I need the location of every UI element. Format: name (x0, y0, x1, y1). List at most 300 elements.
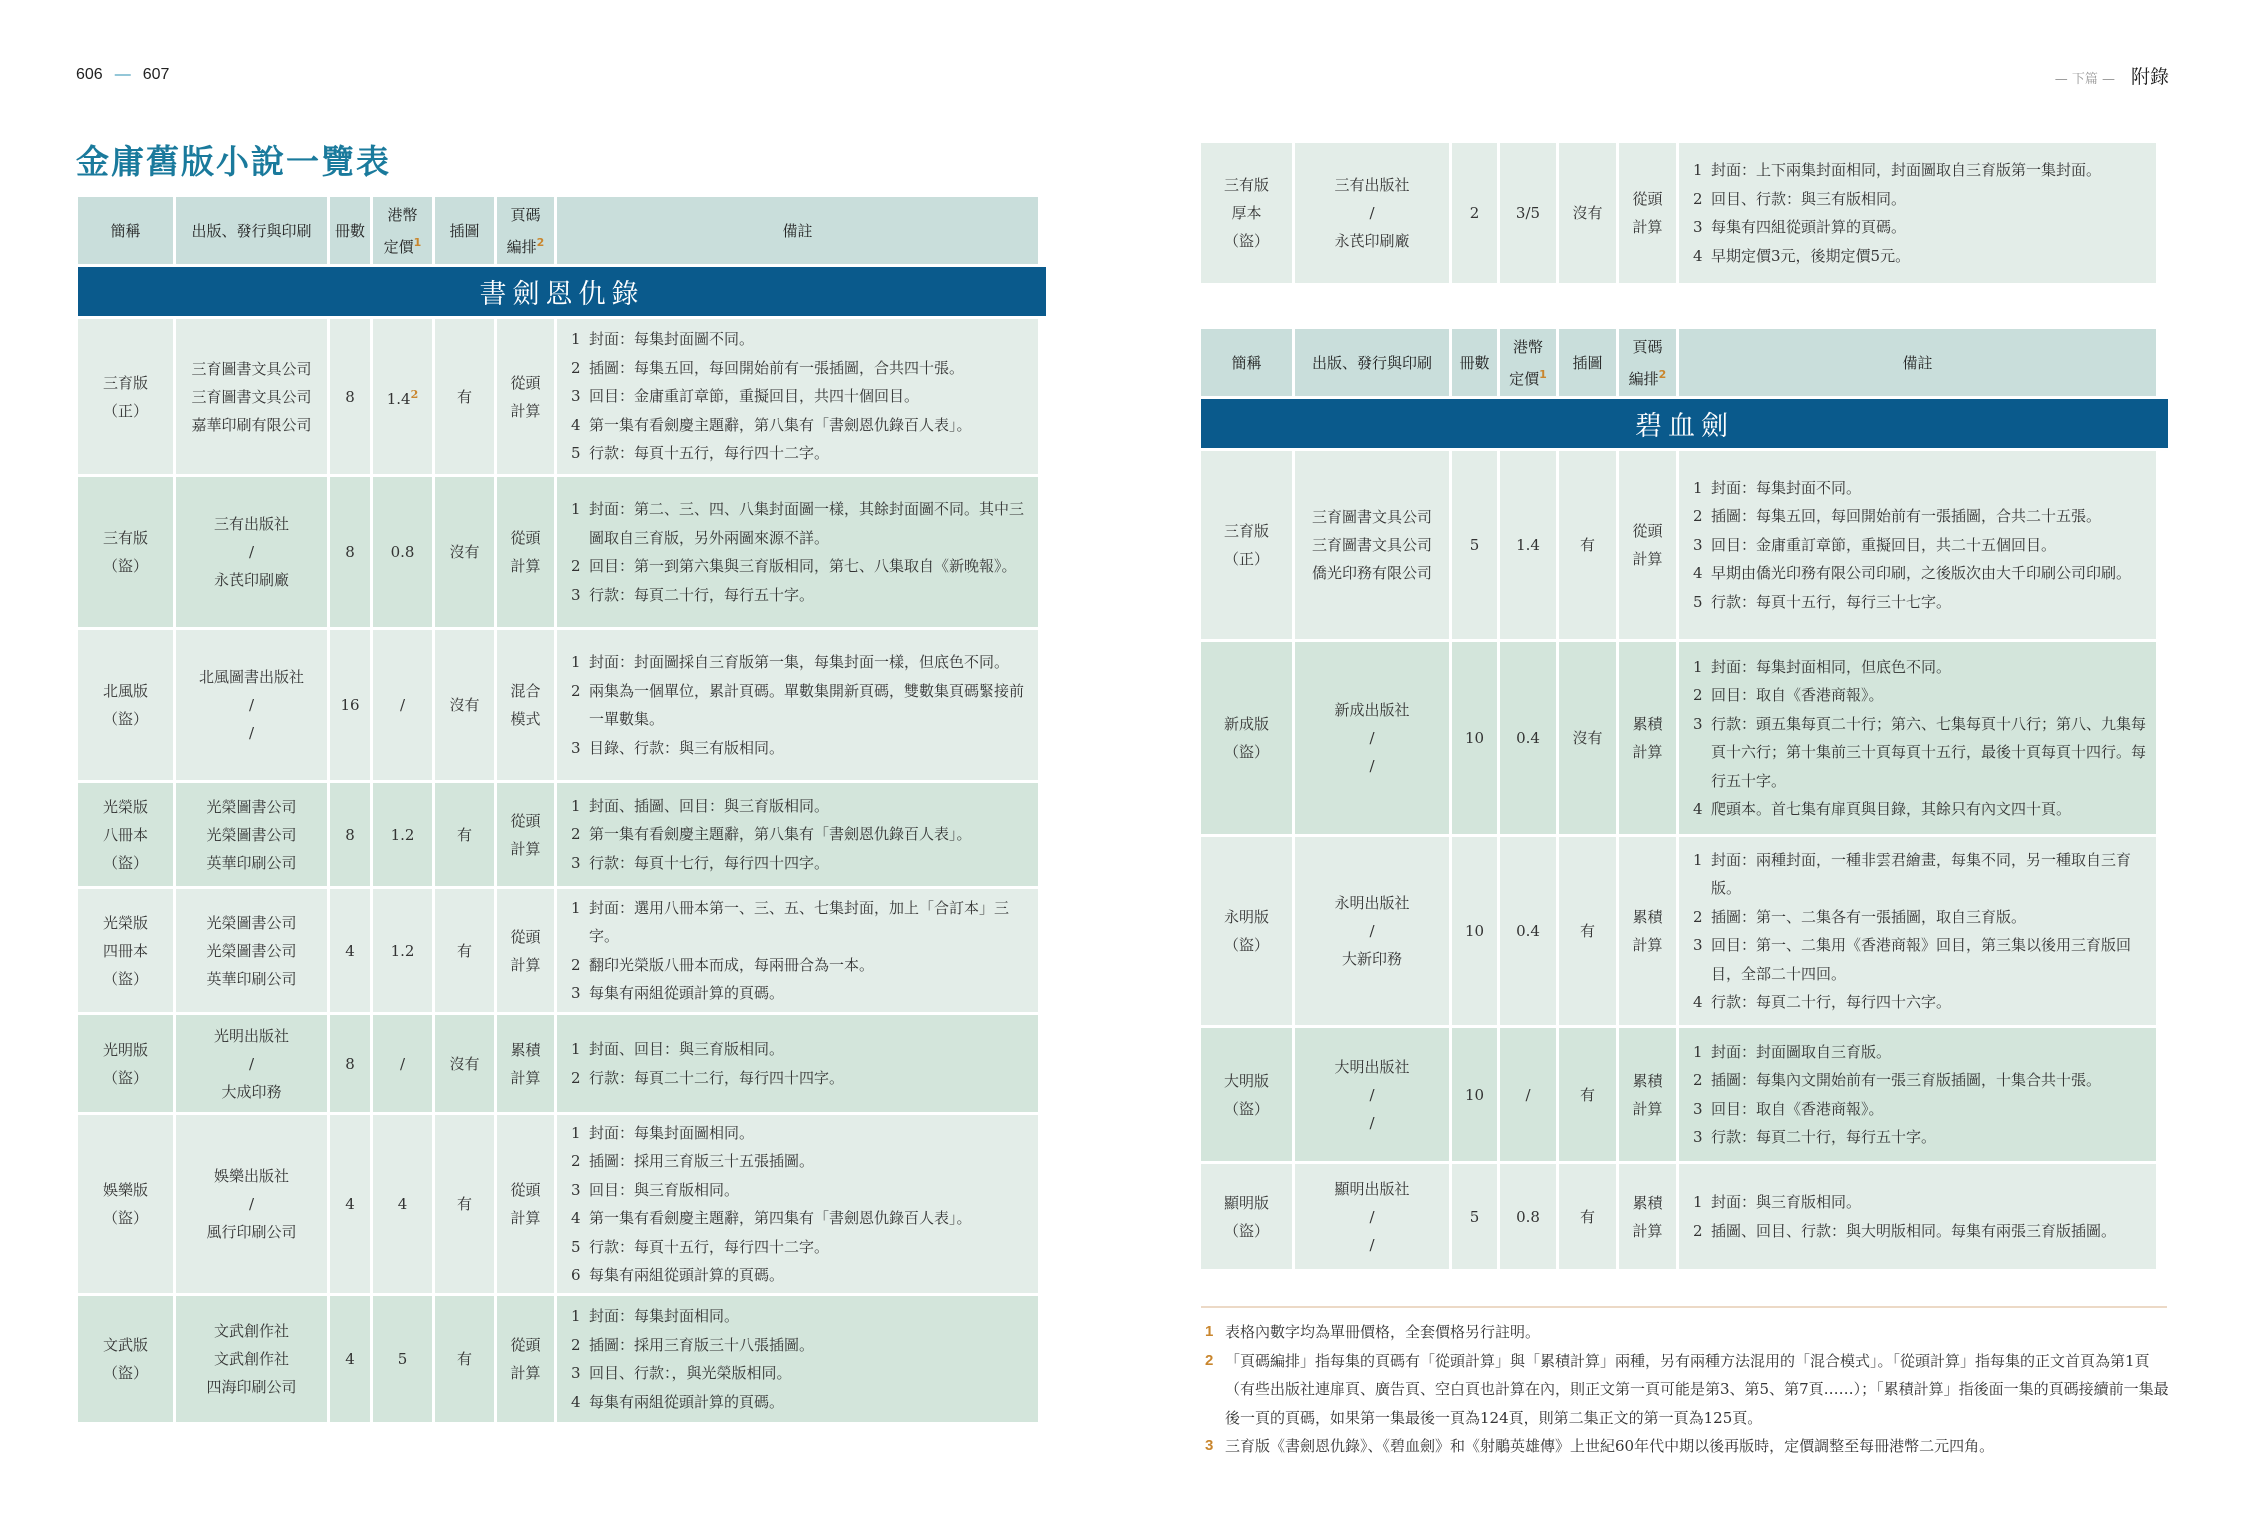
abbr-line: 光榮版 (102, 913, 148, 932)
note-text: 行款：每頁十五行，每行四十二字。 (589, 1237, 830, 1256)
note-number: 6 (571, 1266, 581, 1284)
table-row (1201, 451, 2168, 639)
paging-line: 計算 (1632, 936, 1663, 954)
cell-paging (497, 889, 554, 1012)
left-page-number: 606 (76, 66, 103, 83)
abbr-line: 永明版 (1223, 908, 1269, 926)
header-paging (1619, 329, 1676, 396)
note-text: 回目：取自《香港商報》。 (1711, 686, 1884, 704)
volumes-value: 4 (345, 941, 355, 960)
note-item (571, 411, 972, 440)
paging-line: 累積 (1632, 908, 1663, 926)
header-price-line2 (1509, 361, 1547, 393)
publisher-stack (191, 355, 311, 439)
header-price-text: 定價 (1509, 369, 1540, 388)
note-item (571, 1147, 972, 1176)
paging-line: 計算 (1632, 743, 1663, 761)
cell-paging (497, 1115, 554, 1293)
cell-publisher (176, 1296, 327, 1422)
price-wrap (1516, 199, 1540, 227)
volumes-value: 10 (1464, 729, 1485, 747)
note-number: 2 (571, 1068, 581, 1087)
note-text: 插圖：採用三育版三十五張插圖。 (589, 1152, 815, 1170)
cell-paging (497, 630, 554, 780)
abbr-line: （盜） (1223, 936, 1269, 954)
footnote-ref-2: 2 (1658, 367, 1667, 381)
price-value: 1.4 (1516, 536, 1540, 554)
note-item (571, 849, 972, 878)
note-item (571, 1302, 814, 1331)
abbr-stack (1224, 171, 1269, 255)
note-number: 1 (571, 1123, 581, 1142)
note-text: 封面：上下兩集封面相同，封面圖取自三育版第一集封面。 (1711, 161, 2102, 179)
note-text: 行款：每頁二十行，每行五十字。 (1711, 1128, 1937, 1146)
cell-paging (497, 1015, 554, 1112)
note-number: 1 (1693, 850, 1703, 869)
paging-stack (1632, 517, 1662, 573)
publisher-line: / (1369, 204, 1375, 222)
note-text: 早期由僑光印務有限公司印刷，之後版次由大千印刷公司印刷。 (1711, 564, 2132, 583)
note-item (1693, 185, 2101, 214)
publisher-line: 光榮圖書公司 (206, 913, 297, 932)
paging-line: 計算 (1632, 1099, 1663, 1118)
note-text: 回目、行款：與三有版相同。 (1711, 189, 1907, 208)
abbr-line: （盜） (1223, 1099, 1269, 1118)
cell-publisher (176, 1015, 327, 1112)
abbr-line: 娛樂版 (102, 1181, 148, 1199)
cell-notes (1679, 1028, 2156, 1161)
abbr-line: 三有版 (1223, 176, 1269, 194)
note-item (571, 979, 1028, 1008)
cell-notes (1679, 1164, 2156, 1269)
cell-paging (497, 783, 554, 886)
abbr-line: 北風版 (102, 682, 148, 700)
note-item (1693, 156, 2101, 185)
cell-notes (557, 477, 1038, 627)
cell-volumes (330, 1296, 370, 1422)
publisher-line: 三育圖書文具公司 (191, 359, 312, 378)
table-row (78, 319, 1046, 474)
cell-price (373, 1015, 432, 1112)
publisher-line: 光明出版社 (213, 1026, 289, 1045)
footnote-text: 三育版《書劍恩仇錄》、《碧血劍》和《射鵰英雄傳》上世紀60年代中期以後再版時，定價調整至每冊港幣二元四角。 (1225, 1437, 1995, 1455)
abbr-line: 三育版 (1223, 522, 1269, 540)
paging-line: 模式 (510, 710, 541, 728)
note-item (571, 1176, 972, 1205)
abbr-line: 厚本 (1231, 204, 1262, 222)
cell-abbr (1201, 451, 1292, 639)
note-number: 3 (571, 585, 581, 604)
publisher-line: / (248, 696, 255, 714)
publisher-line: / (1369, 729, 1375, 747)
abbr-line: 文武版 (102, 1336, 148, 1354)
note-item (1693, 1188, 2116, 1217)
note-number: 3 (1693, 1128, 1703, 1146)
publisher-line: 三育圖書文具公司 (1311, 536, 1432, 554)
note-item (571, 648, 1028, 677)
note-number: 1 (571, 898, 581, 917)
book-table-right (1201, 329, 2168, 1269)
paging-stack (1632, 1189, 1662, 1245)
cell-illus (1559, 451, 1616, 639)
cell-abbr (1201, 143, 1292, 283)
publisher-line: 大明出版社 (1334, 1057, 1410, 1076)
cell-volumes (330, 1115, 370, 1293)
footnote (1205, 1347, 2175, 1433)
price-wrap (1525, 1081, 1530, 1109)
paging-stack (510, 677, 540, 733)
abbr-stack (1224, 1067, 1269, 1123)
illus-value: 有 (1579, 1085, 1595, 1104)
note-text: 第一集有看劍慶主題辭，第八集有「書劍恩仇錄百人表」。 (589, 415, 972, 434)
note-item (571, 1119, 972, 1148)
section-label: 附錄 (2130, 66, 2169, 88)
cell-publisher (176, 477, 327, 627)
publisher-stack (1334, 889, 1409, 973)
note-number: 2 (571, 681, 581, 700)
cell-paging (1619, 143, 1676, 283)
cell-paging (497, 477, 554, 627)
illus-value: 沒有 (449, 696, 480, 714)
price-value: 0.8 (1516, 1207, 1540, 1226)
cell-abbr (1201, 642, 1292, 834)
abbr-line: 四冊本 (102, 941, 148, 960)
header-notes-label: 備註 (782, 221, 813, 240)
abbr-line: 新成版 (1223, 715, 1269, 733)
note-item (1693, 213, 2101, 242)
abbr-line: （盜） (102, 853, 148, 872)
header-volumes (1452, 329, 1497, 396)
paging-line: 計算 (510, 1068, 541, 1087)
table-header-row (1201, 329, 2168, 396)
note-number: 3 (1693, 714, 1703, 733)
abbr-line: （盜） (1223, 743, 1269, 761)
note-text: 回目：第一、二集用《香港商報》回目，第三集以後用三育版回目，全部二十四回。 (1711, 936, 2132, 983)
abbr-stack (103, 1331, 148, 1387)
notes-list (571, 1302, 814, 1416)
price-value: / (399, 696, 406, 714)
note-number: 3 (571, 1180, 581, 1199)
abbr-line: 八冊本 (102, 825, 148, 844)
publisher-line: 北風圖書出版社 (198, 668, 304, 686)
cell-abbr (78, 889, 173, 1012)
note-text: 早期定價3元，後期定價5元。 (1711, 246, 1911, 265)
notes-list (571, 1035, 844, 1092)
cell-notes (1679, 143, 2156, 283)
paging-stack (510, 1176, 540, 1232)
publisher-line: 僑光印務有限公司 (1311, 564, 1432, 582)
publisher-line: 四海印刷公司 (206, 1378, 297, 1396)
cell-price (373, 630, 432, 780)
note-text: 封面、回目：與三育版相同。 (589, 1040, 785, 1058)
abbr-stack (103, 677, 148, 733)
paging-stack (510, 524, 540, 580)
page-numbers (76, 66, 169, 84)
note-text: 封面：封面圖取自三育版。 (1711, 1042, 1892, 1061)
cell-illus (1559, 837, 1616, 1025)
header-paging-line1: 頁碼 (1632, 337, 1663, 356)
note-item (571, 792, 972, 821)
note-number: 1 (571, 330, 581, 349)
table-row (1201, 837, 2168, 1025)
note-item (571, 734, 1028, 763)
illus-value: 有 (1579, 922, 1595, 940)
publisher-line: 永芪印刷廠 (213, 571, 289, 589)
abbr-stack (103, 1036, 148, 1092)
running-header (2055, 62, 2169, 89)
volumes-value: 8 (345, 825, 355, 844)
publisher-line: 風行印刷公司 (206, 1223, 297, 1241)
price-value: 5 (397, 1350, 408, 1368)
paging-line: 從頭 (510, 529, 541, 547)
illus-value: 有 (1579, 536, 1595, 554)
cell-paging (497, 1296, 554, 1422)
volumes-value: 8 (345, 1054, 355, 1073)
note-text: 每集有四組從頭計算的頁碼。 (1711, 218, 1907, 236)
note-number: 2 (1693, 189, 1703, 208)
header-publisher (176, 197, 327, 264)
footnote-ref-3: 2 (410, 387, 419, 401)
footnote-ref-2: 2 (536, 235, 545, 249)
cell-volumes (1452, 143, 1497, 283)
price-wrap (391, 937, 415, 965)
note-item (1693, 1217, 2116, 1246)
header-price-stack (1509, 333, 1547, 393)
note-item (571, 951, 1028, 980)
footnote-key: 2 (1205, 1351, 1214, 1369)
publisher-stack (1334, 1175, 1409, 1259)
header-illus-label: 插圖 (449, 221, 480, 240)
note-number: 5 (571, 1237, 581, 1256)
publisher-line: / (1369, 922, 1375, 940)
volumes-value: 4 (345, 1195, 355, 1213)
publisher-line: / (248, 724, 255, 742)
volumes-value: 2 (1469, 204, 1480, 222)
header-price-text: 定價 (383, 237, 414, 256)
note-text: 封面、插圖、回目：與三育版相同。 (589, 796, 830, 815)
note-number: 1 (571, 1040, 581, 1058)
note-number: 1 (1693, 478, 1703, 497)
note-text: 行款：頭五集每頁二十行；第六、七集每頁十八行；第八、九集每頁十六行；第十集前三十頁每頁十五行，最後十頁每頁十四行。每行五十字。 (1711, 714, 2147, 790)
book-table-right-continuation (1201, 143, 2168, 283)
volumes-value: 10 (1464, 922, 1485, 940)
cell-abbr (78, 1015, 173, 1112)
cell-volumes (330, 477, 370, 627)
note-item (571, 677, 1028, 734)
note-number: 4 (1693, 246, 1703, 265)
table-row (1201, 642, 2168, 834)
cell-paging (1619, 837, 1676, 1025)
notes-list (1693, 1188, 2116, 1245)
publisher-line: / (248, 1054, 255, 1073)
note-text: 封面：選用八冊本第一、三、五、七集封面，加上「合訂本」三字。 (589, 898, 1010, 945)
publisher-line: / (1369, 1207, 1375, 1226)
abbr-line: 大明版 (1223, 1071, 1269, 1090)
note-text: 回目：取自《香港商報》。 (1711, 1099, 1884, 1118)
cell-publisher (176, 1115, 327, 1293)
publisher-line: 文武創作社 (213, 1350, 289, 1368)
header-price (373, 197, 432, 264)
abbr-stack (1224, 1189, 1269, 1245)
publisher-stack (206, 1317, 296, 1401)
header-price-line1: 港幣 (1512, 337, 1543, 356)
cell-paging (1619, 1028, 1676, 1161)
abbr-stack (1224, 710, 1269, 766)
price-value: / (1525, 1085, 1531, 1104)
part-label: — 下篇 — (2054, 72, 2115, 87)
publisher-line: / (248, 1195, 255, 1213)
cell-publisher (176, 319, 327, 474)
header-publisher-label: 出版、發行與印刷 (1311, 353, 1432, 372)
cell-illus (435, 1115, 494, 1293)
right-page-number: 607 (142, 66, 170, 83)
notes-list (1693, 846, 2146, 1017)
note-text: 封面：第二、三、四、八集封面圖一樣，其餘封面圖不同。其中三圖取自三育版，另外兩圖來源不詳。 (589, 500, 1025, 547)
header-paging-line2 (507, 229, 545, 261)
paging-stack (510, 369, 540, 425)
header-illus (435, 197, 494, 264)
cell-notes (1679, 642, 2156, 834)
cell-price (1500, 837, 1556, 1025)
cell-volumes (1452, 1164, 1497, 1269)
note-number: 1 (571, 653, 581, 671)
footnote-ref-1: 1 (1539, 367, 1547, 381)
note-item (571, 495, 1028, 552)
note-item (1693, 903, 2146, 932)
book-title: 碧血劍 (1635, 411, 1734, 442)
note-text: 回目：第一到第六集與三育版相同，第七、八集取自《新晚報》。 (589, 557, 1017, 575)
illus-value: 有 (456, 1350, 472, 1368)
publisher-line: / (1369, 1085, 1375, 1104)
table-row (78, 889, 1046, 1012)
note-item (571, 581, 1028, 610)
cell-volumes (330, 319, 370, 474)
publisher-stack (1334, 171, 1409, 255)
note-text: 插圖：採用三育版三十八張插圖。 (589, 1335, 815, 1354)
publisher-line: 娛樂出版社 (213, 1167, 289, 1185)
book-title-band (1201, 399, 2168, 448)
cell-price (373, 319, 432, 474)
publisher-line: 三有出版社 (213, 515, 289, 533)
illus-value: 沒有 (449, 543, 480, 561)
cell-publisher (1295, 837, 1449, 1025)
note-number: 5 (1693, 592, 1703, 611)
header-price-line2 (384, 229, 422, 261)
note-number: 2 (571, 1152, 581, 1170)
publisher-stack (1334, 1053, 1409, 1137)
illus-value: 有 (456, 941, 472, 960)
header-paging-text: 編排 (506, 237, 537, 256)
cell-illus (435, 630, 494, 780)
note-item (1693, 588, 2131, 617)
cell-abbr (78, 630, 173, 780)
cell-illus (435, 319, 494, 474)
price-wrap (1516, 1203, 1540, 1231)
notes-list (571, 325, 972, 468)
price-value: 3/5 (1515, 204, 1541, 222)
cell-publisher (176, 783, 327, 886)
note-item (571, 1359, 814, 1388)
note-text: 封面：每集封面相同。 (589, 1307, 740, 1325)
note-item (1693, 1095, 2101, 1124)
cell-illus (1559, 1164, 1616, 1269)
cell-publisher (1295, 1028, 1449, 1161)
cell-notes (557, 889, 1038, 1012)
cell-abbr (78, 319, 173, 474)
volumes-value: 5 (1469, 536, 1480, 554)
abbr-stack (1224, 517, 1269, 573)
cell-paging (1619, 1164, 1676, 1269)
footnotes (1205, 1318, 2175, 1461)
cell-price (1500, 1028, 1556, 1161)
book-table-left (78, 197, 1046, 1422)
paging-line: 計算 (1632, 218, 1663, 236)
volumes-value: 16 (340, 696, 360, 714)
publisher-line: 永芪印刷廠 (1334, 232, 1410, 250)
notes-list (1693, 474, 2131, 617)
note-item (1693, 653, 2146, 682)
note-text: 封面：每集封面相同，但底色不同。 (1711, 657, 1952, 676)
note-number: 2 (571, 955, 581, 974)
publisher-stack (199, 663, 304, 747)
notes-list (571, 1119, 972, 1290)
note-number: 3 (571, 853, 581, 872)
publisher-line: / (1369, 1235, 1375, 1254)
note-item (571, 325, 972, 354)
header-abbr (1201, 329, 1292, 396)
note-item (1693, 531, 2131, 560)
cell-illus (435, 783, 494, 886)
paging-line: 累積 (510, 1040, 541, 1059)
paging-stack (1632, 1067, 1662, 1123)
cell-price (373, 783, 432, 886)
publisher-line: / (1369, 757, 1375, 775)
table-row (78, 630, 1046, 780)
cell-abbr (78, 783, 173, 886)
price-value: 4 (397, 1195, 408, 1213)
price-wrap (398, 1190, 408, 1218)
notes-list (1693, 156, 2101, 270)
notes-list (571, 894, 1028, 1008)
note-text: 第一集有看劍慶主題辭，第八集有「書劍恩仇錄百人表」。 (589, 825, 972, 844)
note-text: 插圖：每集內文開始前有一張三育版插圖，十集合共十張。 (1711, 1071, 2102, 1089)
note-item (571, 1233, 972, 1262)
abbr-line: 顯明版 (1223, 1193, 1269, 1212)
note-number: 3 (571, 984, 581, 1002)
abbr-line: （盜） (102, 557, 148, 575)
cell-volumes (330, 1015, 370, 1112)
header-notes (1679, 329, 2156, 396)
note-number: 2 (571, 358, 581, 377)
note-item (1693, 1066, 2101, 1095)
paging-line: 計算 (510, 839, 541, 858)
cell-abbr (1201, 1028, 1292, 1161)
publisher-line: / (248, 543, 255, 561)
note-number: 4 (571, 415, 581, 434)
cell-notes (557, 1015, 1038, 1112)
publisher-stack (206, 1162, 296, 1246)
publisher-stack (214, 1022, 289, 1106)
paging-line: 從頭 (510, 811, 541, 830)
price-wrap (391, 538, 415, 566)
note-item (571, 552, 1028, 581)
paging-line: 計算 (510, 955, 541, 974)
paging-line: 計算 (1632, 550, 1663, 568)
paging-line: 計算 (510, 1209, 541, 1227)
note-text: 行款：每頁十五行，每行四十二字。 (589, 444, 830, 463)
note-number: 4 (571, 1209, 581, 1227)
cell-paging (1619, 451, 1676, 639)
